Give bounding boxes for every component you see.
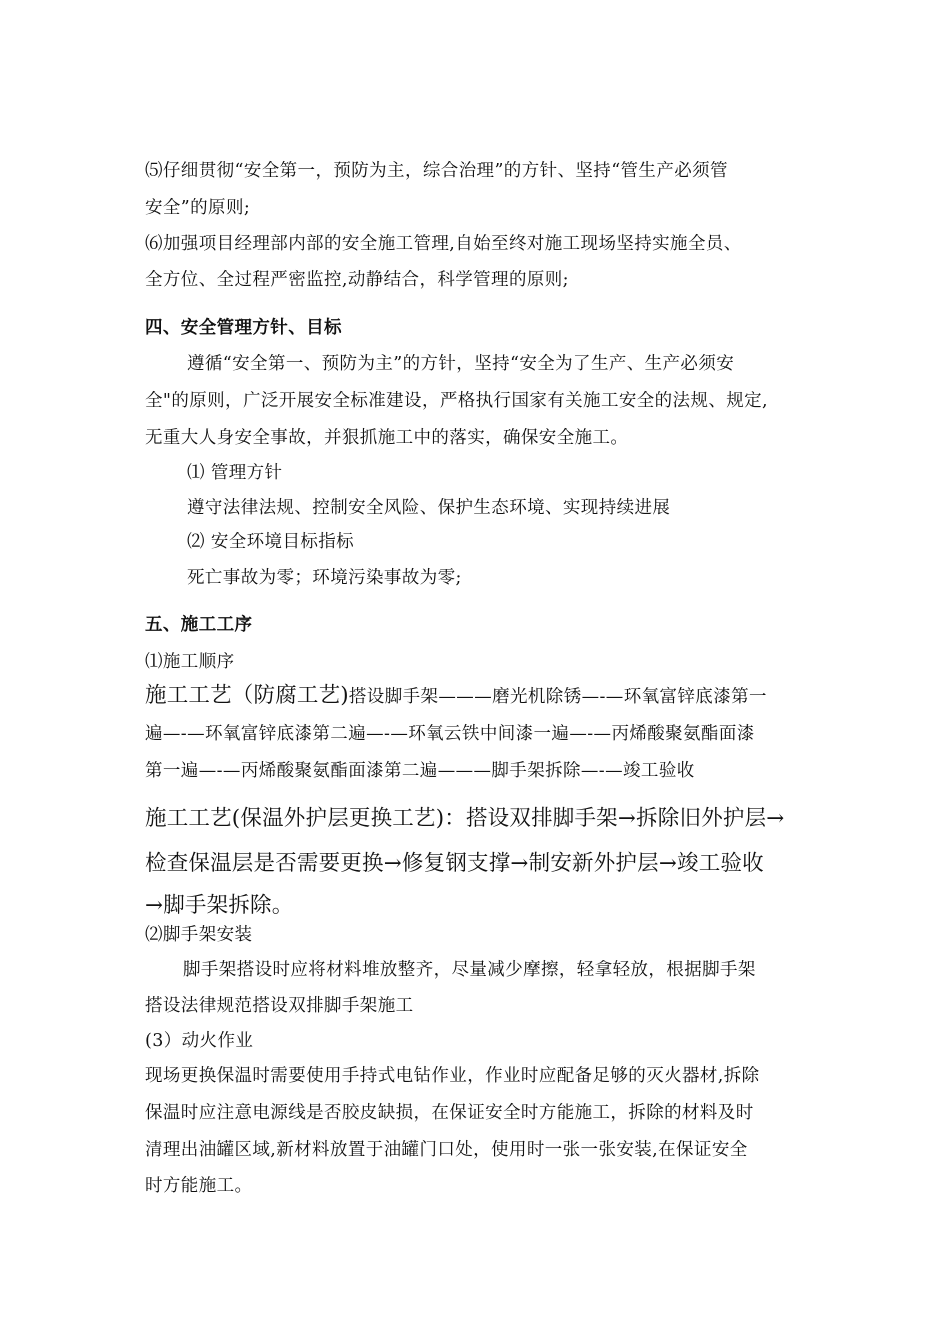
section4-para-line2: 全"的原则，广泛开展安全标准建设，严格执行国家有关施工安全的法规、规定, (145, 391, 769, 411)
process1-line1 (145, 682, 815, 710)
process1-line1-rest: 搭设脚手架———磨光机除锈—-—环氧富锌底漆第一 (348, 687, 767, 707)
section4-heading: 四、安全管理方针、目标 (145, 318, 342, 338)
item6-line2: 全方位、全过程严密监控,动静结合，科学管理的原则; (145, 270, 569, 290)
process1-line2: 遍—-—环氧富锌底漆第二遍—-—环氧云铁中间漆一遍—-—丙烯酸聚氨酯面漆 (145, 724, 755, 744)
section4-para-line3: 无重大人身安全事故，并狠抓施工中的落实，确保安全施工。 (145, 428, 629, 448)
section5-sub2-line1: 脚手架搭设时应将材料堆放整齐，尽量减少摩擦，轻拿轻放，根据脚手架 (183, 960, 756, 980)
section5-sub3-title: (3）动火作业 (145, 1031, 254, 1051)
section5-sub2-title: ⑵脚手架安装 (145, 925, 253, 945)
section5-sub3-line3: 清理出油罐区域,新材料放置于油罐门口处，使用时一张一张安装,在保证安全 (145, 1140, 748, 1160)
item5-line1: ⑸仔细贯彻“安全第一，预防为主，综合治理”的方针、坚持“管生产必须管 (145, 161, 728, 181)
item5-line2: 安全”的原则; (145, 198, 251, 218)
process1-title: 施工工艺（防腐工艺) (145, 683, 349, 708)
section4-para-line1: 遵循“安全第一、预防为主”的方针，坚持“安全为了生产、生产必须安 (187, 354, 735, 374)
process1-line3: 第一遍—-—丙烯酸聚氨酯面漆第二遍———脚手架拆除—-—竣工验收 (145, 761, 695, 781)
section4-sub1-title: ⑴ 管理方针 (187, 463, 283, 483)
section5-heading: 五、施工工序 (145, 615, 253, 635)
item6-line1: ⑹加强项目经理部内部的安全施工管理,自始至终对施工现场坚持实施全员、 (145, 234, 742, 254)
section5-sub3-line1: 现场更换保温时需要使用手持式电钻作业，作业时应配备足够的灭火器材,拆除 (145, 1066, 760, 1086)
section5-sub3-line4: 时方能施工。 (145, 1176, 253, 1196)
process2-line2: 检查保温层是否需要更换→修复钢支撑→制安新外护层→竣工验收 (145, 851, 764, 876)
process2-line1: 施工工艺(保温外护层更换工艺)：搭设双排脚手架→拆除旧外护层→ (145, 806, 785, 831)
section4-sub2-text: 死亡事故为零；环境污染事故为零; (187, 568, 462, 588)
section4-sub1-text: 遵守法律法规、控制安全风险、保护生态环境、实现持续进展 (187, 498, 671, 518)
section5-sub3-line2: 保温时应注意电源线是否胶皮缺损，在保证安全时方能施工，拆除的材料及时 (145, 1103, 754, 1123)
section5-sub1-title: ⑴施工顺序 (145, 652, 235, 672)
process2-line3: →脚手架拆除。 (145, 893, 294, 918)
section4-sub2-title: ⑵ 安全环境目标指标 (187, 532, 355, 552)
section5-sub2-line2: 搭设法律规范搭设双排脚手架施工 (145, 996, 414, 1016)
